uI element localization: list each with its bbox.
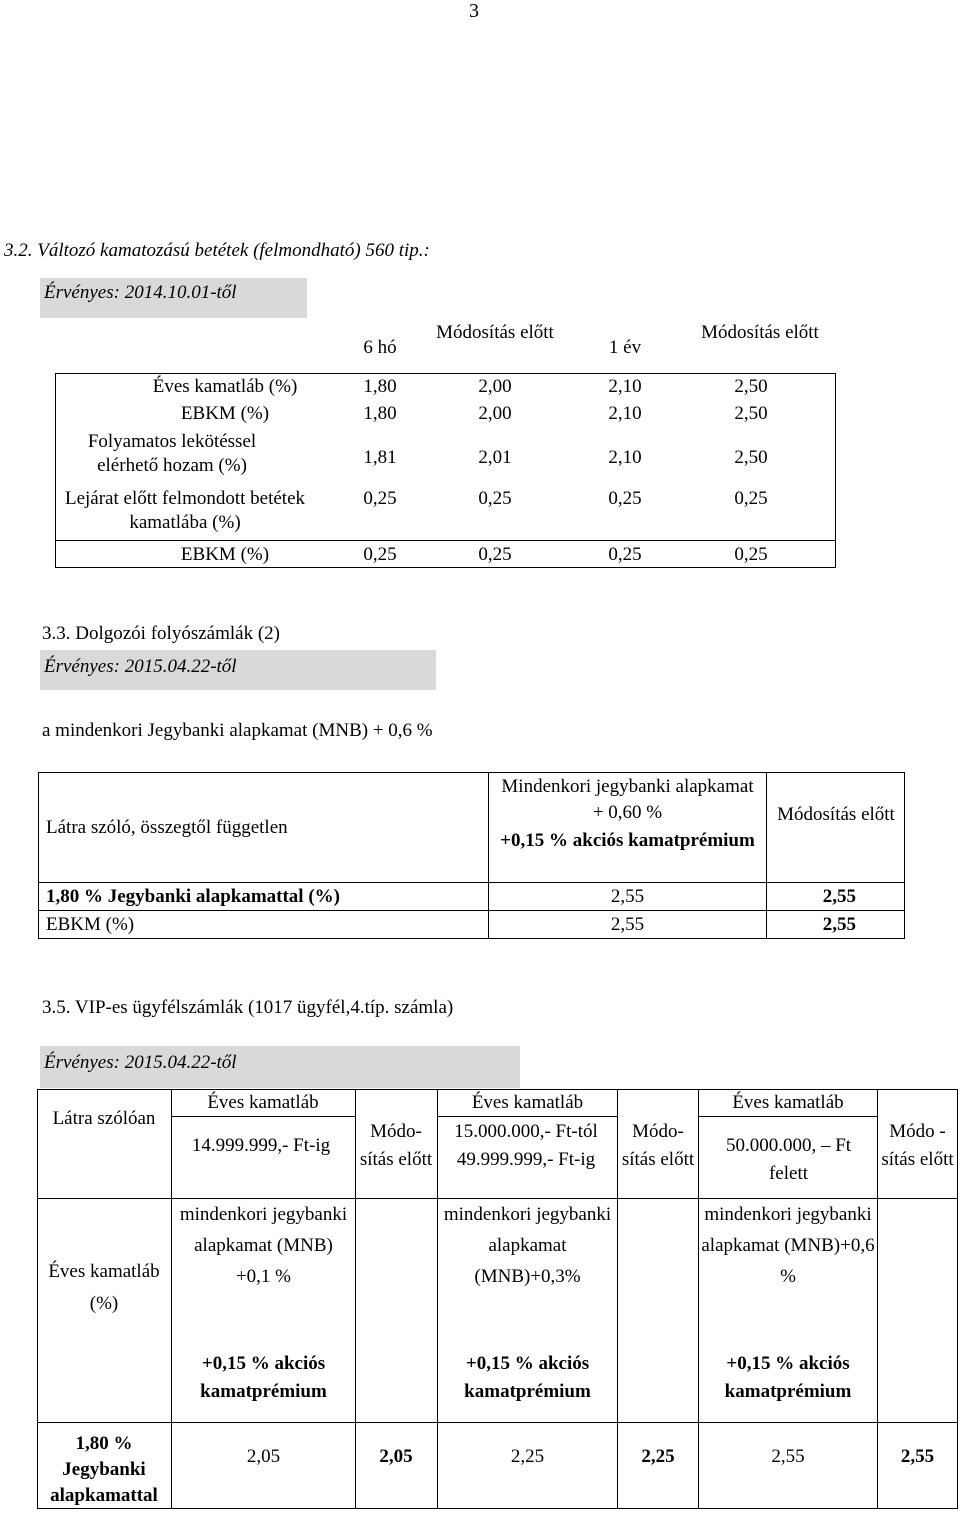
cell: 2,00 <box>478 403 512 424</box>
tier2-rate: mindenkori jegybanki alapkamat (MNB)+0,3% <box>443 1204 612 1287</box>
cell: 2,10 <box>608 376 642 397</box>
row-label-ebkm-2: EBKM (%) <box>180 544 270 565</box>
col0-mid: Éves kamatláb (%) <box>48 1261 160 1314</box>
tier2-head: Éves kamatláb <box>471 1092 584 1113</box>
row-label-hozam: Folyamatos lekötéssel elérhető hozam (%) <box>87 431 257 476</box>
tier1-value: 2,05 <box>246 1446 281 1467</box>
cell: 0,25 <box>363 544 397 565</box>
section-3-2-valid: Érvényes: 2014.10.01-től <box>44 282 237 303</box>
row-label-eves: Éves kamatláb (%) <box>152 376 298 397</box>
cell: 2,10 <box>608 447 642 468</box>
cell: 2,55 <box>610 914 645 935</box>
cell: 2,01 <box>478 447 512 468</box>
section-3-5-valid: Érvényes: 2015.04.22-től <box>44 1052 237 1073</box>
header-rate-line2: +0,15 % akciós kamatprémium <box>500 830 755 851</box>
tier3-head: Éves kamatláb <box>732 1092 844 1113</box>
row-label-ebkm: EBKM (%) <box>46 914 135 935</box>
col-header-mod-2: Módosítás előtt <box>701 322 819 343</box>
cell: 2,55 <box>822 914 856 935</box>
tier3-mod-value: 2,55 <box>900 1446 935 1467</box>
col0-bottom <box>40 1431 168 1509</box>
tier3-rate: mindenkori jegybanki alapkamat (MNB)+0,6 % <box>701 1204 875 1287</box>
cell: 0,25 <box>734 544 768 565</box>
cell: 2,00 <box>478 376 512 397</box>
section-3-2-title: 3.2. Változó kamatozású betétek (felmondható) 560 tip.: <box>4 240 430 261</box>
tier2-mod: Módo-sítás előtt <box>621 1121 695 1170</box>
tier1-mod-value: 2,05 <box>379 1446 413 1467</box>
tier2-mod-value: 2,25 <box>641 1446 675 1467</box>
tier1-range: 14.999.999,- Ft-ig <box>191 1135 331 1156</box>
section-3-3-note: a mindenkori Jegybanki alapkamat (MNB) + 0,6 % <box>42 720 433 741</box>
col0-bottom-text: 1,80 % Jegybanki alapkamattal <box>50 1433 158 1506</box>
tier1-rate: mindenkori jegybanki alapkamat (MNB) +0,1 % <box>179 1204 348 1287</box>
tier1-promo: +0,15 % akciós kamatprémium <box>200 1353 327 1402</box>
tier2-range: 15.000.000,- Ft-tól 49.999.999,- Ft-ig <box>454 1121 598 1170</box>
col-header-6ho: 6 hó <box>363 337 397 358</box>
cell: 2,50 <box>734 447 768 468</box>
cell: 2,55 <box>610 886 645 907</box>
tier3-promo: +0,15 % akciós kamatprémium <box>724 1353 852 1402</box>
col-header-mod-1: Módosítás előtt <box>436 322 554 343</box>
row-label-lejarat: Lejárat előtt felmondott betétek kamatlába (%) <box>64 488 306 533</box>
section-3-3-title: 3.3. Dolgozói folyószámlák (2) <box>42 623 280 644</box>
section-3-5-title: 3.5. VIP-es ügyfélszámlák (1017 ügyfél,4.típ. számla) <box>42 997 454 1018</box>
col-header-1ev: 1 év <box>608 337 642 358</box>
header-rate-line1: Mindenkori jegybanki alapkamat + 0,60 % <box>501 776 754 823</box>
cell: 2,55 <box>822 886 856 907</box>
section-3-3-valid: Érvényes: 2015.04.22-től <box>44 656 237 677</box>
cell: 2,50 <box>734 376 768 397</box>
tier2-value: 2,25 <box>510 1446 545 1467</box>
tier3-range: 50.000.000, – Ft felett <box>725 1135 852 1184</box>
cell: 0,25 <box>608 488 642 509</box>
cell: 1,80 <box>363 376 397 397</box>
cell: 0,25 <box>363 488 397 509</box>
tier1-mod: Módo-sítás előtt <box>359 1121 433 1170</box>
cell: 1,80 <box>363 403 397 424</box>
cell: 0,25 <box>478 488 512 509</box>
cell: 0,25 <box>478 544 512 565</box>
row-label-ebkm: EBKM (%) <box>180 403 270 424</box>
header-label: Látra szóló, összegtől független <box>46 817 288 838</box>
cell: 0,25 <box>608 544 642 565</box>
page-number: 3 <box>469 0 479 22</box>
tier3-value: 2,55 <box>771 1446 805 1467</box>
row-label-alapkamat: 1,80 % Jegybanki alapkamattal (%) <box>46 886 340 907</box>
tier2-promo: +0,15 % akciós kamatprémium <box>464 1353 591 1402</box>
cell: 0,25 <box>734 488 768 509</box>
cell: 2,50 <box>734 403 768 424</box>
col0-header: Látra szólóan <box>52 1108 156 1129</box>
tier3-mod: Módo -sítás előtt <box>881 1121 954 1170</box>
cell: 1,81 <box>363 447 397 468</box>
header-mod: Módosítás előtt <box>777 804 895 825</box>
cell: 2,10 <box>608 403 642 424</box>
tier1-head: Éves kamatláb <box>207 1092 319 1113</box>
